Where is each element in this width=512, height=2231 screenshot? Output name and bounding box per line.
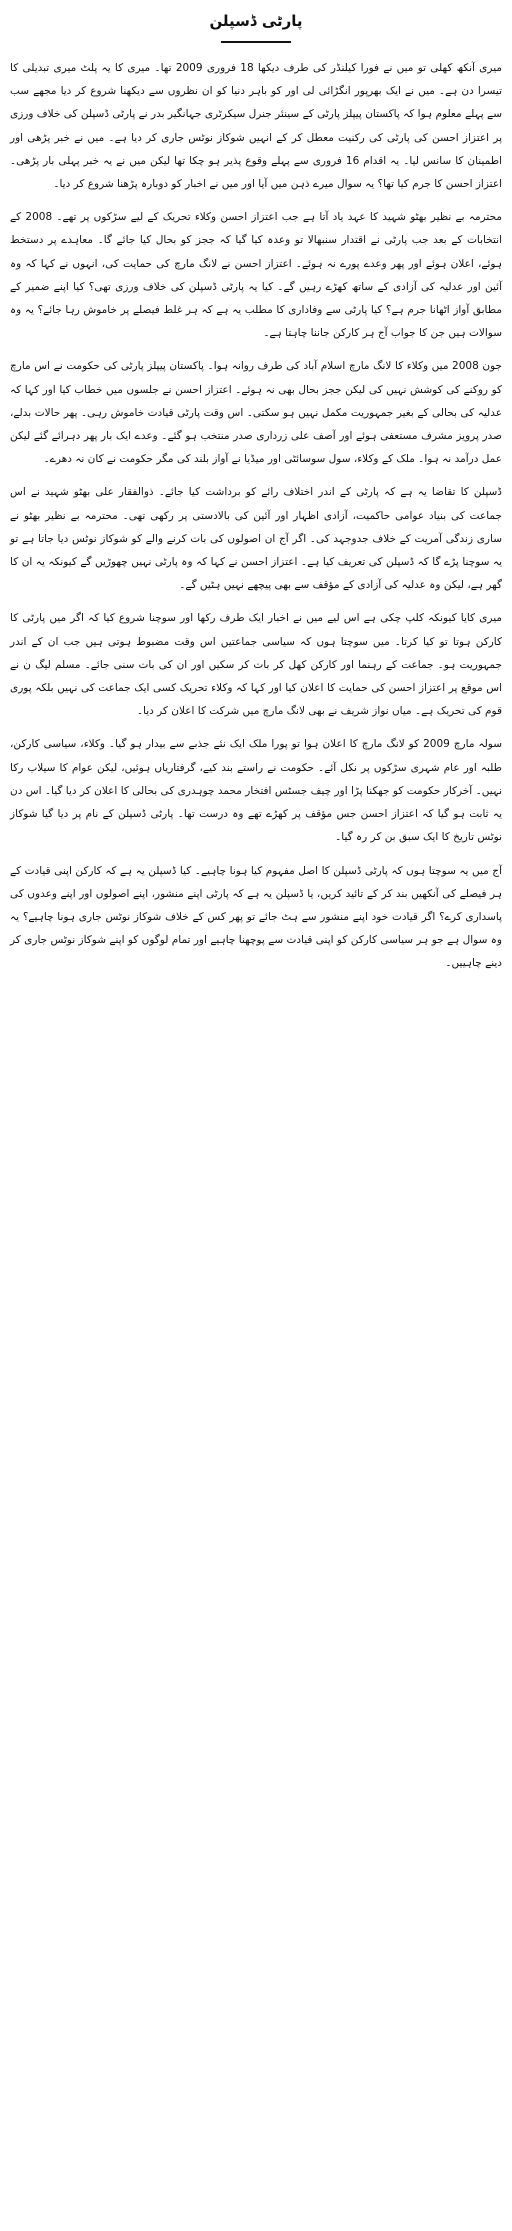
article-paragraph: محترمہ بے نظیر بھٹو شہید کا عہد یاد آتا ہے جب اعتزاز احسن وکلاء تحریک کے لیے سڑکوں پر تھے۔ 2008 کے انتخابات کے بعد جب پارٹی نے اقتدار سنبھالا تو وعدہ کیا گیا کہ ججز کو بحال کیا جائے گا۔ معاہدے پر دستخط ہوئے، اعلان ہوئے اور پھر وعدے پورے نہ ہوئے۔ اعتزاز احسن نے لانگ مارچ کی حمایت کی، انہوں نے کہا کہ وہ آئین اور عدلیہ کی آزادی کے ساتھ کھڑے رہیں گے۔ کیا یہ پارٹی ڈسپلن کی خلاف ورزی تھی؟ کیا اپنے ضمیر کے مطابق آواز اٹھانا جرم ہے؟ کیا پارٹی سے وفاداری کا مطلب یہ ہے کہ ہر غلط فیصلے پر خاموش رہا جائے؟ یہ وہ سوالات ہیں جن کا جواب آج ہر کارکن جاننا چاہتا ہے۔: [10, 211, 502, 340]
article-paragraph: ڈسپلن کا تقاضا یہ ہے کہ پارٹی کے اندر اختلاف رائے کو برداشت کیا جائے۔ ذوالفقار علی بھٹو شہید نے اس جماعت کی بنیاد عوامی حاکمیت، آزادی اظہار اور آئین کی بالادستی پر رکھی تھی۔ محترمہ بے نظیر بھٹو نے ساری زندگی آمریت کے خلاف جدوجہد کی۔ اگر آج ان اصولوں کی بات کرنے والے کو شوکاز نوٹس دیا جاتا ہے تو یہ سوچنا پڑے گا کہ ڈسپلن کی تعریف کیا ہے۔ اعتزاز احسن نے کہا کہ وہ پارٹی نہیں چھوڑیں گے کیونکہ یہ ان کا گھر ہے، لیکن وہ عدلیہ کی آزادی کے مؤقف سے بھی پیچھے نہیں ہٹیں گے۔: [10, 486, 502, 592]
article-paragraph: سولہ مارچ 2009 کو لانگ مارچ کا اعلان ہوا تو پورا ملک ایک نئے جذبے سے بیدار ہو گیا۔ وکلاء، سیاسی کارکن، طلبہ اور عام شہری سڑکوں پر نکل آئے۔ حکومت نے راستے بند کیے، گرفتاریاں ہوئیں، لیکن عوام کا سیلاب رکا نہیں۔ آخرکار حکومت کو جھکنا پڑا اور چیف جسٹس افتخار محمد چوہدری کی بحالی کا اعلان کر دیا گیا۔ اس دن یہ ثابت ہو گیا کہ اعتزاز احسن جس مؤقف پر کھڑے تھے وہ درست تھا۔ پارٹی ڈسپلن کے نام پر دیا گیا شوکاز نوٹس تاریخ کا ایک سبق بن کر رہ گیا۔: [10, 738, 502, 844]
title-underline: [221, 41, 291, 43]
article-paragraph: جون 2008 میں وکلاء کا لانگ مارچ اسلام آباد کی طرف روانہ ہوا۔ پاکستان پیپلز پارٹی کی حکومت نے اس مارچ کو روکنے کی کوشش نہیں کی لیکن ججز بحال بھی نہ ہوئے۔ اعتزاز احسن نے جلسوں میں خطاب کیا اور کہا کہ عدلیہ کی بحالی کے بغیر جمہوریت مکمل نہیں ہو سکتی۔ اس وقت پارٹی قیادت خاموش رہی۔ پھر حالات بدلے، صدر پرویز مشرف مستعفی ہوئے اور آصف علی زرداری صدر منتخب ہو گئے۔ وعدے ایک بار پھر دہرائے گئے لیکن عمل درآمد نہ ہوا۔ ملک کے وکلاء، سول سوسائٹی اور میڈیا نے آواز بلند کی مگر حکومت نے کان نہ دھرے۔: [10, 360, 502, 466]
article-paragraph: میری آنکھ کھلی تو میں نے فورا کیلنڈر کی طرف دیکھا 18 فروری 2009 تھا۔ میری کا یہ پلٹ میری تبدیلی کا تیسرا دن ہے۔ میں نے ایک بھرپور انگڑائی لی اور کو باہر دنیا کو ان نظروں سے دیکھنا شروع کر دیا مجھے سب سے پہلے معلوم ہوا کہ پاکستان پیپلز پارٹی کے سینئر جنرل سیکرٹری جہانگیر بدر نے پارٹی ڈسپلن کی خلاف ورزی پر اعتزاز احسن کی پارٹی کی رکنیت معطل کر کے انہیں شوکاز نوٹس جاری کر دیا ہے۔ میں نے خبر پڑھی اور اطمینان کا سانس لیا۔ یہ اقدام 16 فروری سے پہلے وقوع پذیر ہو چکا تھا لیکن میں نے یہ خبر پہلی بار پڑھی۔ اعتزاز احسن کا جرم کیا تھا؟ یہ سوال میرے ذہن میں آیا اور میں نے اخبار کو دوبارہ پڑھنا شروع کر دیا۔: [10, 62, 502, 191]
article-column: [10, 0, 502, 2231]
article-paragraph: میری کایا کیونکہ کلپ چکی ہے اس لیے میں نے اخبار ایک طرف رکھا اور سوچنا شروع کیا کہ اگر میں پارٹی کا کارکن ہوتا تو کیا کرتا۔ میں سوچتا ہوں کہ سیاسی جماعتیں اس وقت مضبوط ہوتی ہیں جب ان کے اندر جمہوریت ہو۔ جماعت کے رہنما اور کارکن کھل کر بات کر سکیں اور ان کی بات سنی جائے۔ مسلم لیگ ن نے اس موقع پر اعتزاز احسن کی حمایت کا اعلان کیا اور کہا کہ وکلاء تحریک کسی ایک جماعت کی نہیں بلکہ پوری قوم کی تحریک ہے۔ میاں نواز شریف نے بھی لانگ مارچ میں شرکت کا اعلان کر دیا۔: [10, 612, 502, 718]
article-paragraph: آج میں یہ سوچتا ہوں کہ پارٹی ڈسپلن کا اصل مفہوم کیا ہونا چاہیے۔ کیا ڈسپلن یہ ہے کہ کارکن اپنی قیادت کے ہر فیصلے کی آنکھیں بند کر کے تائید کریں، یا ڈسپلن یہ ہے کہ پارٹی اپنے منشور، اپنے اصولوں اور اپنے وعدوں کی پاسداری کرے؟ اگر قیادت خود اپنے منشور سے ہٹ جائے تو پھر کس کے خلاف شوکاز نوٹس جاری ہونا چاہیے؟ یہ وہ سوال ہے جو ہر سیاسی کارکن کو اپنی قیادت سے پوچھنا چاہیے اور تمام لوگوں کو اپنے شوکاز نوٹس جاری کر دینے چاہییں۔: [10, 864, 502, 970]
article-title: پارٹی ڈسپلن: [209, 12, 303, 30]
